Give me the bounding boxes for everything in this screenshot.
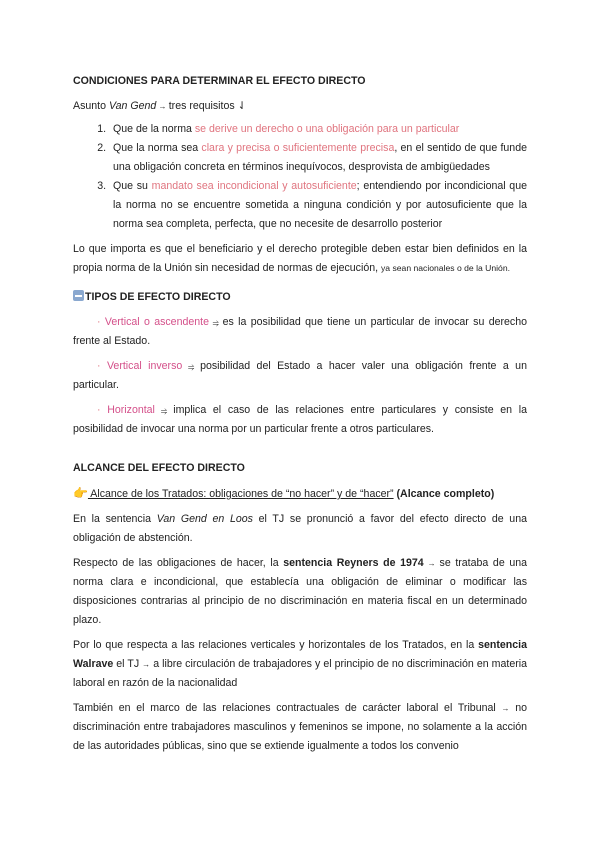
type-horizontal bbox=[73, 401, 527, 439]
down-arrow-icon: ⇃ bbox=[234, 100, 247, 112]
para1-main: Lo que importa es que el beneficiario y el derecho protegible deben estar bien definidos en la propia norma de la Unión sin necesidad de normas de ejecución, bbox=[73, 243, 527, 274]
intro-line bbox=[73, 97, 527, 116]
type-text: posibilidad del Estado a hacer valer una obligación frente a un particular. bbox=[73, 360, 527, 391]
document-page bbox=[73, 72, 527, 756]
heading-condiciones: CONDICIONES PARA DETERMINAR EL EFECTO DIRECTO bbox=[73, 75, 366, 87]
case-name: Van Gend en Loos bbox=[156, 513, 253, 525]
type-vertical-inverso bbox=[73, 357, 527, 395]
item-text: , en el sentido de que funde una obligación concreta en términos inequívocos, desprovista de ambigüedades bbox=[113, 142, 527, 173]
text: se trataba de una norma clara e incondicional, que establecía una obligación de eliminar o modificar las disposiciones contrarias al principio de no discriminación en materia fiscal en un determinado plazo. bbox=[73, 557, 528, 626]
arrow-icon: ⥤ bbox=[208, 318, 223, 327]
arrow-icon: → bbox=[142, 660, 151, 669]
arrow-icon: ⥤ bbox=[182, 362, 201, 371]
text: Respecto de las obligaciones de hacer, la bbox=[73, 557, 284, 569]
type-vertical-ascendente bbox=[73, 313, 527, 351]
requirements-list bbox=[73, 120, 527, 234]
heading-tipos-text: TIPOS DE EFECTO DIRECTO bbox=[85, 291, 231, 303]
arrow-icon: → bbox=[423, 559, 440, 568]
text: no discriminación entre trabajadores masculinos y femeninos se impone, no solamente a la acción de las autoridades públicas, sino que se extiende igualmente a todos los convenio bbox=[73, 702, 527, 752]
paragraph-reyners bbox=[73, 554, 527, 630]
heading-tipos bbox=[73, 288, 527, 307]
scope-bold: (Alcance completo) bbox=[393, 488, 495, 500]
text: En la sentencia bbox=[73, 513, 157, 525]
paragraph-tribunal bbox=[73, 699, 527, 756]
para1-small: ya sean nacionales o de la Unión. bbox=[381, 263, 510, 273]
minus-box-icon bbox=[73, 290, 84, 301]
case-name: sentencia Reyners de 1974 bbox=[283, 557, 424, 569]
type-text: es la posibilidad que tiene un particular de invocar su derecho frente al Estado. bbox=[73, 316, 527, 347]
item-text: ; entendiendo por incondicional que la norma no se encuentre sometida a ninguna condición y por autosuficiente que la norma sea completa, perfecta, que no necesite de desarrollo posterior bbox=[113, 180, 527, 230]
scope-line bbox=[73, 484, 527, 504]
list-item bbox=[109, 139, 527, 177]
case-name: sentencia Walrave bbox=[73, 639, 527, 670]
intro-case: Van Gend bbox=[108, 100, 157, 112]
item-text: Que de la norma bbox=[113, 123, 195, 135]
type-text: implica el caso de las relaciones entre particulares y consiste en la posibilidad de invocar una norma por un particular frente a otros particulares. bbox=[73, 404, 527, 435]
item-text: Que su bbox=[113, 180, 152, 192]
paragraph-walrave bbox=[73, 636, 527, 693]
paragraph-importa bbox=[73, 240, 527, 278]
bullet: · bbox=[97, 360, 107, 372]
intro-pre: Asunto bbox=[73, 100, 109, 112]
text: el TJ se pronunció a favor del efecto directo de una obligación de abstención. bbox=[73, 513, 527, 544]
text: También en el marco de las relaciones contractuales de carácter laboral el Tribunal bbox=[73, 702, 502, 714]
intro-post: tres requisitos bbox=[168, 100, 235, 112]
type-name: Vertical o ascendente bbox=[104, 316, 209, 328]
item-highlight: clara y precisa o suficientemente precisa bbox=[201, 142, 395, 154]
bullet: · bbox=[97, 316, 105, 328]
paragraph-vangend bbox=[73, 510, 527, 548]
arrow-icon: ⥤ bbox=[154, 406, 174, 415]
list-item bbox=[109, 177, 527, 234]
list-item bbox=[109, 120, 527, 139]
text: a libre circulación de trabajadores y el principio de no discriminación en materia laboral en razón de la nacionalidad bbox=[73, 658, 527, 689]
pointing-hand-icon: 👉 bbox=[73, 486, 88, 500]
bullet: · bbox=[97, 404, 108, 416]
text: Por lo que respecta a las relaciones verticales y horizontales de los Tratados, en la bbox=[73, 639, 479, 651]
arrow-icon: → bbox=[501, 704, 510, 713]
type-name: Vertical inverso bbox=[106, 360, 183, 372]
item-text: Que la norma sea bbox=[113, 142, 202, 154]
scope-underlined: Alcance de los Tratados: obligaciones de “no hacer” y de “hacer” bbox=[87, 488, 394, 500]
item-highlight: se derive un derecho o una obligación para un particular bbox=[194, 123, 460, 135]
item-highlight: mandato sea incondicional y autosuficiente bbox=[151, 180, 357, 192]
heading-alcance: ALCANCE DEL EFECTO DIRECTO bbox=[73, 462, 245, 474]
text: el TJ bbox=[113, 658, 143, 670]
type-name: Horizontal bbox=[107, 404, 155, 416]
arrow-icon: → bbox=[156, 102, 169, 111]
